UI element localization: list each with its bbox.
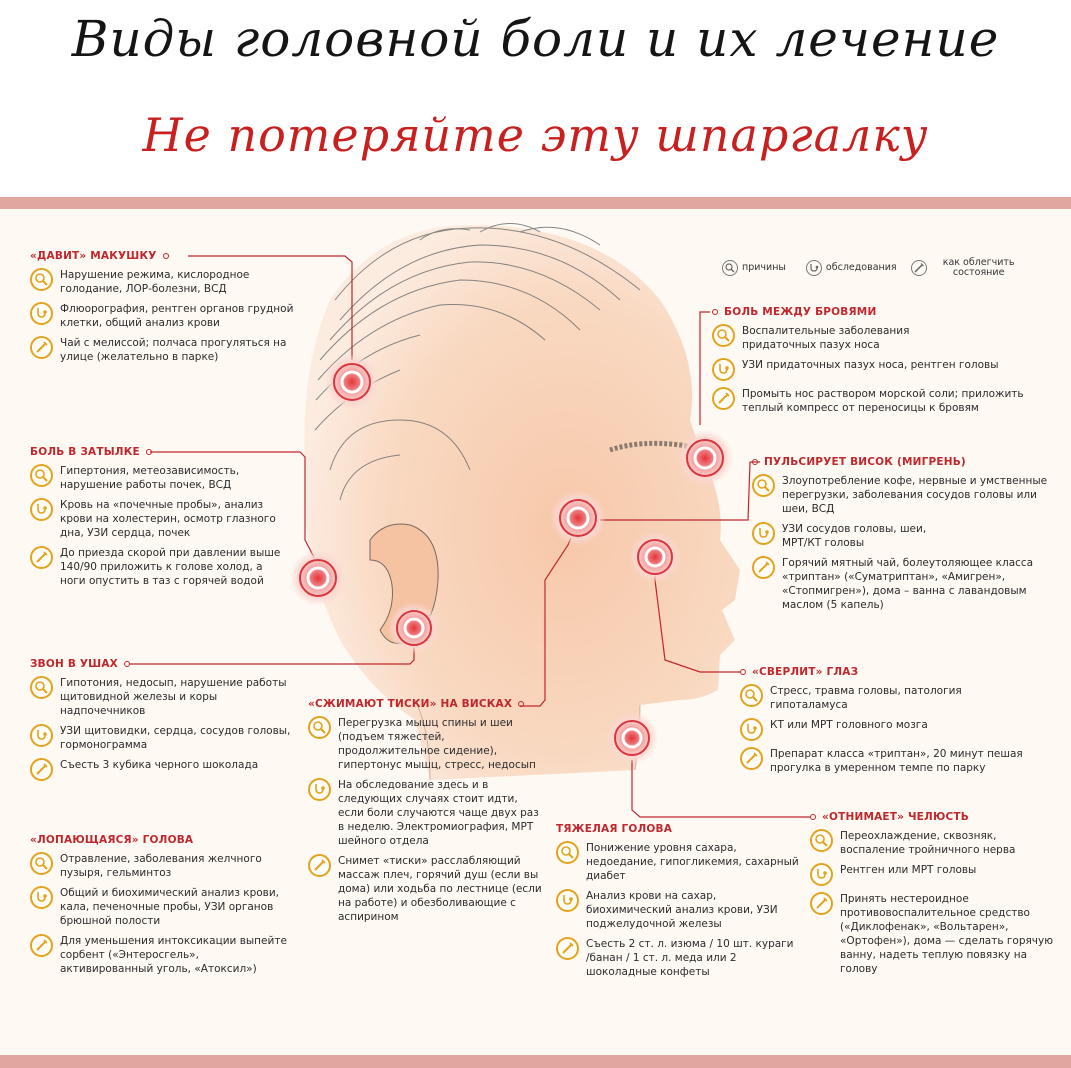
- section-jaw: [810, 811, 1054, 982]
- magnifier-icon: [712, 324, 735, 347]
- pain-spot-occiput: [290, 550, 346, 606]
- section-title: «СЖИМАЮТ ТИСКИ» НА ВИСКАХ: [308, 698, 544, 710]
- syringe-icon: [30, 546, 53, 569]
- relief-item: Препарат класса «триптан», 20 минут пешая прогулка в умеренном темпе по парку: [740, 747, 1052, 775]
- causes-item: Гипотония, недосып, нарушение работы щитовидной железы и коры надпочечников: [30, 676, 298, 718]
- section-title: БОЛЬ В ЗАТЫЛКЕ: [30, 446, 288, 458]
- exams-item: УЗИ щитовидки, сердца, сосудов головы, гормонограмма: [30, 724, 298, 752]
- exams-item: УЗИ сосудов головы, шеи, МРТ/КТ головы: [752, 522, 1052, 550]
- relief-item: Горячий мятный чай, болеутоляющее класса «триптан» («Суматриптан», «Амигрен», «Стопмигрен»), дома – ванна с лавандовым маслом (5 капель): [752, 556, 1052, 612]
- relief-item: Снимет «тиски» расслабляющий массаж плеч, горячий душ (если вы дома) или ходьба по лестнице (если на работе) и обезболивающие с аспирином: [308, 854, 544, 924]
- relief-item: Для уменьшения интоксикации выпейте сорбент («Энтеросгель», активированный уголь, «Атоксил»): [30, 934, 292, 976]
- causes-item: Воспалительные заболевания придаточных пазух носа: [712, 324, 1052, 352]
- magnifier-icon: [30, 676, 53, 699]
- stethoscope-icon: [810, 863, 833, 886]
- section-title: «ДАВИТ» МАКУШКУ: [30, 250, 300, 262]
- stethoscope-icon: [30, 498, 53, 521]
- section-ears: [30, 658, 298, 787]
- exams-item: УЗИ придаточных пазух носа, рентген головы: [712, 358, 1052, 381]
- exams-item: Анализ крови на сахар, биохимический анализ крови, УЗИ поджелудочной железы: [556, 889, 800, 931]
- exams-item: На обследование здесь и в следующих случаях стоит идти, если боли случаются чаще двух раз в неделю. Электромиография, МРТ шейного отдела: [308, 778, 544, 848]
- relief-item: Съесть 3 кубика черного шоколада: [30, 758, 298, 781]
- syringe-icon: [30, 758, 53, 781]
- section-title: «СВЕРЛИТ» ГЛАЗ: [740, 666, 1052, 678]
- magnifier-icon: [308, 716, 331, 739]
- causes-item: Стресс, травма головы, патология гипоталамуса: [740, 684, 1052, 712]
- syringe-icon: [752, 556, 775, 579]
- magnifier-icon: [30, 852, 53, 875]
- pain-spot-ear: [388, 602, 440, 654]
- stethoscope-icon: [740, 718, 763, 741]
- syringe-icon: [556, 937, 579, 960]
- pain-spot-eye: [629, 531, 681, 583]
- top-band: [0, 197, 1071, 209]
- syringe-icon: [308, 854, 331, 877]
- exams-item: Общий и биохимический анализ крови, кала, печеночные пробы, УЗИ органов брюшной полости: [30, 886, 292, 928]
- section-title: ЗВОН В УШАХ: [30, 658, 298, 670]
- section-occiput: [30, 446, 288, 594]
- stethoscope-icon: [806, 260, 822, 276]
- causes-item: Нарушение режима, кислородное голодание, ЛОР-болезни, ВСД: [30, 268, 300, 296]
- magnifier-icon: [740, 684, 763, 707]
- magnifier-icon: [30, 464, 53, 487]
- section-title: «ЛОПАЮЩАЯСЯ» ГОЛОВА: [30, 834, 194, 846]
- syringe-icon: [712, 387, 735, 410]
- legend-exams: обследования: [806, 260, 897, 276]
- stethoscope-icon: [30, 302, 53, 325]
- section-temples: [308, 698, 544, 930]
- relief-item: До приезда скорой при давлении выше 140/90 приложить к голове холод, а ноги опустить в таз с горячей водой: [30, 546, 288, 588]
- exams-item: Флюорография, рентген органов грудной клетки, общий анализ крови: [30, 302, 300, 330]
- magnifier-icon: [752, 474, 775, 497]
- stethoscope-icon: [712, 358, 735, 381]
- relief-item: Съесть 2 ст. л. изюма / 10 шт. кураги /банан / 1 ст. л. меда или 2 шоколадные конфеты: [556, 937, 800, 979]
- stethoscope-icon: [30, 886, 53, 909]
- magnifier-icon: [810, 829, 833, 852]
- bottom-band: [0, 1055, 1071, 1068]
- pain-spot-crown: [324, 354, 380, 410]
- section-migraine: [752, 456, 1052, 618]
- syringe-icon: [30, 934, 53, 957]
- relief-item: Принять нестероидное противовоспалительное средство («Диклофенак», «Вольтарен», «Ортофен»), дома — сделать горячую ванну, надеть теплую повязку на голову: [810, 892, 1054, 976]
- exams-item: Кровь на «почечные пробы», анализ крови на холестерин, осмотр глазного дна, УЗИ сердца, почек: [30, 498, 288, 540]
- syringe-icon: [911, 260, 927, 276]
- exams-item: Рентген или МРТ головы: [810, 863, 1054, 886]
- section-title: ТЯЖЕЛАЯ ГОЛОВА: [556, 823, 673, 835]
- pain-spot-temple: [550, 490, 606, 546]
- magnifier-icon: [30, 268, 53, 291]
- relief-item: Чай с мелиссой; полчаса прогуляться на улице (желательно в парке): [30, 336, 300, 364]
- causes-item: Понижение уровня сахара, недоедание, гипогликемия, сахарный диабет: [556, 841, 800, 883]
- causes-item: Переохлаждение, сквозняк, воспаление тройничного нерва: [810, 829, 1054, 857]
- legend-relief: как облегчить состояние: [911, 258, 1027, 278]
- syringe-icon: [740, 747, 763, 770]
- section-heavy: [556, 823, 800, 985]
- page-subtitle: Не потеряйте эту шпаргалку: [142, 108, 929, 162]
- syringe-icon: [810, 892, 833, 915]
- stethoscope-icon: [752, 522, 775, 545]
- legend: [722, 258, 1027, 278]
- section-crown: [30, 250, 300, 370]
- page-title: Виды головной боли и их лечение: [71, 10, 1000, 68]
- syringe-icon: [30, 336, 53, 359]
- stethoscope-icon: [30, 724, 53, 747]
- section-title: ПУЛЬСИРУЕТ ВИСОК (МИГРЕНЬ): [752, 456, 1052, 468]
- section-brows: [712, 306, 1052, 421]
- causes-item: Гипертония, метеозависимость, нарушение работы почек, ВСД: [30, 464, 288, 492]
- pain-spot-jaw: [606, 712, 658, 764]
- causes-item: Отравление, заболевания желчного пузыря, гельминтоз: [30, 852, 292, 880]
- legend-causes: причины: [722, 260, 786, 276]
- stethoscope-icon: [308, 778, 331, 801]
- section-title: «ОТНИМАЕТ» ЧЕЛЮСТЬ: [810, 811, 1054, 823]
- relief-item: Промыть нос раствором морской соли; приложить теплый компресс от переносицы к бровям: [712, 387, 1052, 415]
- section-eye: [740, 666, 1052, 781]
- causes-item: Перегрузка мышц спины и шеи (подъем тяжестей, продолжительное сидение), гипертонус мышц, стресс, недосып: [308, 716, 544, 772]
- section-title: БОЛЬ МЕЖДУ БРОВЯМИ: [712, 306, 1052, 318]
- causes-item: Злоупотребление кофе, нервные и умственные перегрузки, заболевания сосудов головы или шеи, ВСД: [752, 474, 1052, 516]
- pain-spot-brows: [677, 430, 733, 486]
- magnifier-icon: [556, 841, 579, 864]
- stethoscope-icon: [556, 889, 579, 912]
- section-bursting: [30, 834, 292, 982]
- head-shape: [304, 225, 740, 780]
- exams-item: КТ или МРТ головного мозга: [740, 718, 1052, 741]
- magnifier-icon: [722, 260, 738, 276]
